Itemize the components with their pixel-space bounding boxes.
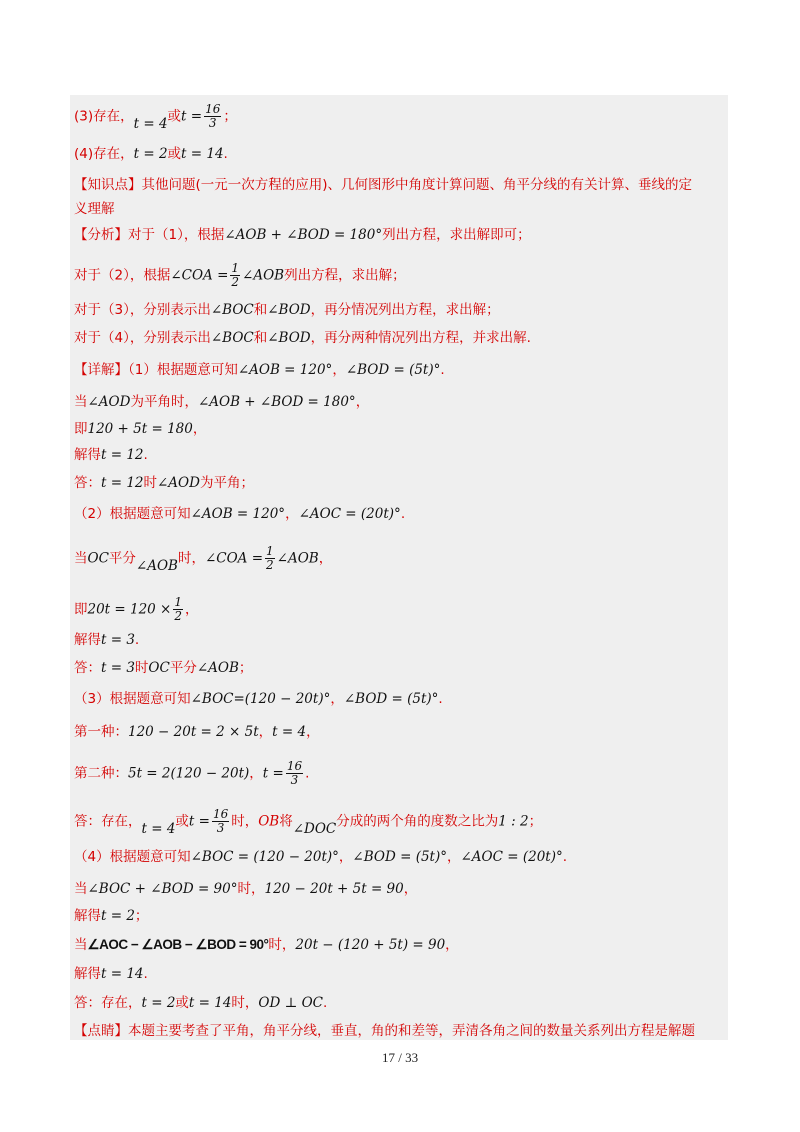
detail-4-line-4 xyxy=(74,936,459,954)
text-segment: ， xyxy=(338,849,353,865)
fraction-denominator: 3 xyxy=(216,821,225,835)
text-segment: 列出方程，求出解； xyxy=(284,267,406,284)
math-expression: t = 14 xyxy=(181,146,224,162)
math-expression: ∠BOD = (5t)° xyxy=(343,691,439,707)
text-segment: (3)存在， xyxy=(74,108,134,125)
text-segment: ， xyxy=(249,765,263,782)
math-expression: ∠BOC = (120 − 20t)° xyxy=(190,849,339,865)
text-segment: 和 xyxy=(253,302,268,318)
text-segment: 第二种： xyxy=(74,765,128,782)
text-segment: ， xyxy=(330,691,344,707)
math-expression: ∠AOB xyxy=(276,550,319,567)
analysis-line-2 xyxy=(74,262,406,289)
text-segment: 【详解】（1）根据题意可知 xyxy=(74,362,238,378)
text-segment: 解得 xyxy=(74,908,101,924)
text-segment: 平分 xyxy=(108,550,136,567)
detail-3-answer xyxy=(74,808,542,835)
detail-2-line-4 xyxy=(74,631,139,649)
math-expression: t = 14 xyxy=(188,995,232,1011)
text-segment: 答： xyxy=(74,475,101,491)
fraction-numerator: 16 xyxy=(212,807,229,821)
text-segment: ； xyxy=(223,108,237,125)
current-page: 17 xyxy=(381,1050,395,1065)
math-expression: t = 4 xyxy=(272,724,307,740)
math-expression: ∠AOB xyxy=(242,267,285,284)
math-expression: t = 12 xyxy=(101,447,144,463)
math-expression: ∠AOB + ∠BOD = 180° xyxy=(224,227,383,243)
math-expression: t = 2 xyxy=(101,908,135,924)
detail-1-line-3 xyxy=(74,420,206,438)
text-segment: 或 xyxy=(175,995,189,1011)
math-expression: ∠AOB xyxy=(135,557,178,574)
fraction-numerator: 1 xyxy=(266,544,274,558)
text-segment: ， xyxy=(332,362,346,378)
text-segment: 对于（3），分别表示出 xyxy=(74,302,211,318)
detail-3-line-3 xyxy=(74,760,309,787)
text-segment: 时， xyxy=(231,813,259,830)
text-segment: 或 xyxy=(175,813,189,830)
analysis-line-3 xyxy=(74,301,500,319)
comment-line: 【点睛】本题主要考查了平角，角平分线，垂直，角的和差等，弄清各角之间的数量关系列出方程是解题 xyxy=(74,1023,695,1039)
text-segment: 和 xyxy=(253,330,268,346)
text-segment: 当 xyxy=(74,881,88,897)
math-expression: ∠DOC xyxy=(292,820,337,837)
text-segment: ，再分两种情况列出方程，并求出解. xyxy=(310,330,531,346)
detail-2-line-3 xyxy=(74,596,199,623)
fraction xyxy=(286,760,303,787)
analysis-line-4 xyxy=(74,329,531,347)
math-expression: t = 4 xyxy=(141,820,176,837)
text-segment: 平分 xyxy=(169,660,197,676)
math-expression: 120 + 5t = 180 xyxy=(87,421,193,437)
math-expression: 120 − 20t + 5t = 90 xyxy=(264,881,404,897)
text-segment: 答： xyxy=(74,660,101,676)
math-expression: ∠BOD = (5t)° xyxy=(345,362,441,378)
text-segment: 当 xyxy=(74,394,88,410)
detail-4-line-1 xyxy=(74,848,567,866)
text-segment: . xyxy=(143,966,148,982)
text-segment: . xyxy=(323,995,328,1011)
math-expression: ∠BOC xyxy=(210,302,254,318)
detail-4-line-5 xyxy=(74,965,148,983)
fraction-numerator: 1 xyxy=(174,595,183,609)
text-segment: 解得 xyxy=(74,966,101,982)
math-expression: OC xyxy=(87,550,109,567)
text-segment: ， xyxy=(447,849,461,865)
math-expression: ∠AOD xyxy=(157,475,200,491)
text-segment: ， xyxy=(185,601,199,618)
text-segment: 当 xyxy=(74,937,88,953)
page-separator: / xyxy=(398,1050,402,1065)
fraction xyxy=(265,545,275,572)
text-segment: （2）根据题意可知 xyxy=(74,506,191,522)
fraction-numerator: 16 xyxy=(286,759,303,773)
text-segment: ； xyxy=(238,660,253,676)
text-segment: . xyxy=(400,506,406,522)
detail-1-line-2 xyxy=(74,393,369,411)
detail-2-line-1 xyxy=(74,505,405,523)
math-expression: t = 4 xyxy=(133,115,168,132)
text-segment: （3）根据题意可知 xyxy=(74,691,191,707)
detail-3-line-1 xyxy=(74,690,443,708)
math-expression: ∠COA = xyxy=(170,267,229,284)
math-expression: ∠AOC = (20t)° xyxy=(298,506,401,522)
text-segment: 答：存在， xyxy=(74,995,142,1011)
text-segment: ， xyxy=(306,724,320,740)
text-segment: 第一种： xyxy=(74,724,128,740)
text-segment: 将 xyxy=(279,813,293,830)
math-expression: t = 3 xyxy=(101,632,135,648)
text-segment: ， xyxy=(192,421,207,437)
text-segment: 时 xyxy=(134,660,149,676)
detail-1-line-4 xyxy=(74,446,148,464)
text-segment: ， xyxy=(285,506,299,522)
math-expression: 120 − 20t = 2 × 5t xyxy=(128,724,259,740)
text-segment: . xyxy=(305,765,310,782)
detail-1-line-1 xyxy=(74,361,445,379)
text-segment: 分成的两个角的度数之比为 xyxy=(336,813,499,830)
knowledge-point-line: 【知识点】其他问题(一元一次方程的应用)、几何图形中角度计算问题、角平分线的有关计算、垂线的定 xyxy=(74,177,693,193)
text-segment: ， xyxy=(355,394,370,410)
text-segment: （4）根据题意可知 xyxy=(74,849,191,865)
math-expression: t = 12 xyxy=(101,475,144,491)
answer-line-4 xyxy=(74,145,228,163)
text-segment: 解得 xyxy=(74,632,101,648)
text-segment: 或 xyxy=(167,146,182,162)
text-segment: ， xyxy=(318,550,333,567)
detail-4-answer xyxy=(74,994,327,1012)
detail-3-line-2 xyxy=(74,723,320,741)
math-expression: t = xyxy=(188,813,210,830)
page-number xyxy=(0,1050,800,1066)
detail-4-line-3 xyxy=(74,907,148,925)
text-segment: 解得 xyxy=(74,447,101,463)
math-expression: ∠AOB = 120° xyxy=(190,506,286,522)
fraction xyxy=(212,808,229,835)
math-expression: t = 3 xyxy=(101,660,135,676)
text-segment: 即 xyxy=(74,601,88,618)
text-segment: 即 xyxy=(74,421,88,437)
math-expression: OB xyxy=(258,813,280,830)
detail-1-answer xyxy=(74,474,254,492)
fraction xyxy=(173,596,183,623)
text-segment: 对于（2），根据 xyxy=(74,267,171,284)
text-segment: 为平角； xyxy=(199,475,254,491)
math-expression: ∠AOB xyxy=(196,660,239,676)
text-segment: 时， xyxy=(237,881,265,897)
text-segment: . xyxy=(143,447,148,463)
math-expression: ∠BOD xyxy=(267,330,311,346)
fraction-denominator: 3 xyxy=(290,773,299,787)
detail-4-line-2 xyxy=(74,880,417,898)
answer-line-3 xyxy=(74,103,237,130)
math-expression: ∠BOC xyxy=(210,330,254,346)
math-expression: OC xyxy=(148,660,170,676)
text-segment: . xyxy=(440,362,445,378)
math-expression: 20t = 120 × xyxy=(87,601,172,618)
math-expression: ∠AOB + ∠BOD = 180° xyxy=(197,394,356,410)
text-segment: . xyxy=(562,849,568,865)
math-expression: t = 14 xyxy=(101,966,144,982)
math-expression: OD ⊥ OC xyxy=(258,995,323,1011)
fraction xyxy=(204,103,221,130)
text-segment: ，再分情况列出方程，求出解； xyxy=(310,302,500,318)
text-segment: 为平角时， xyxy=(130,394,198,410)
math-expression: ∠AOC = (20t)° xyxy=(460,849,563,865)
analysis-line-1 xyxy=(74,226,531,244)
math-expression: ∠AOC − ∠AOB − ∠BOD = 90° xyxy=(87,937,269,952)
text-segment: ， xyxy=(258,724,273,740)
text-segment: 当 xyxy=(74,550,88,567)
fraction-denominator: 2 xyxy=(266,558,274,572)
math-expression: ∠BOD xyxy=(267,302,311,318)
text-segment: 答：存在， xyxy=(74,813,142,830)
math-expression: ∠BOD = (5t)° xyxy=(352,849,447,865)
fraction-numerator: 1 xyxy=(231,261,240,275)
total-pages: 33 xyxy=(405,1050,419,1065)
text-segment: ， xyxy=(403,881,418,897)
text-segment: . xyxy=(438,691,443,707)
fraction xyxy=(230,262,240,289)
text-segment: 【分析】对于（1），根据 xyxy=(74,227,225,243)
detail-2-line-2 xyxy=(74,545,332,572)
text-segment: ， xyxy=(445,937,459,953)
text-segment: . xyxy=(223,146,228,162)
text-segment: 时， xyxy=(231,995,259,1011)
text-segment: 对于（4），分别表示出 xyxy=(74,330,211,346)
math-expression: 5t = 2(120 − 20t) xyxy=(128,765,250,782)
text-segment: 时， xyxy=(268,937,296,953)
text-segment: 时， xyxy=(177,550,205,567)
text-segment: 时 xyxy=(143,475,157,491)
text-segment: ； xyxy=(134,908,149,924)
text-segment: 或 xyxy=(167,108,182,125)
math-expression: ∠BOC=(120 − 20t)° xyxy=(190,691,331,707)
math-expression: t = 2 xyxy=(141,995,176,1011)
math-expression: ∠AOD xyxy=(87,394,131,410)
fraction-denominator: 3 xyxy=(208,116,217,130)
math-expression: ∠BOC + ∠BOD = 90° xyxy=(87,881,238,897)
math-expression: ∠COA = xyxy=(204,550,264,567)
text-segment: ； xyxy=(528,813,543,830)
fraction-denominator: 2 xyxy=(174,609,183,623)
text-segment: (4)存在， xyxy=(74,146,134,162)
math-expression: 20t − (120 + 5t) = 90 xyxy=(295,937,446,953)
fraction-numerator: 16 xyxy=(205,102,221,116)
fraction-denominator: 2 xyxy=(231,275,240,289)
math-expression: t = xyxy=(181,108,203,125)
math-expression: t = 2 xyxy=(133,146,168,162)
math-expression: t = xyxy=(262,765,284,782)
math-expression: ∠AOB = 120° xyxy=(237,362,333,378)
text-segment: 列出方程，求出解即可； xyxy=(382,227,531,243)
detail-2-answer xyxy=(74,659,252,677)
text-segment: . xyxy=(134,632,140,648)
knowledge-point-line-cont: 义理解 xyxy=(74,201,115,217)
math-expression: 1 : 2 xyxy=(498,813,529,830)
